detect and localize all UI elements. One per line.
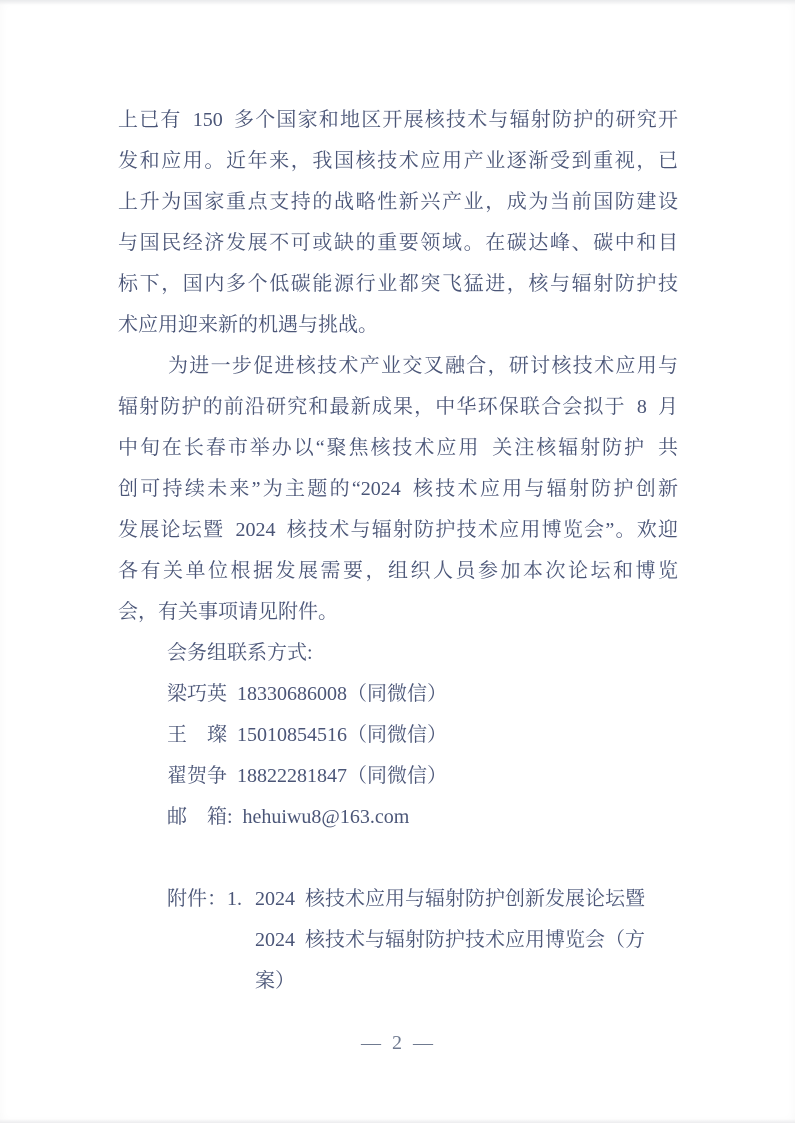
- contact-line-liang: 梁巧英 18330686008（同微信）: [167, 683, 447, 705]
- attachment-line: 案）: [255, 970, 295, 992]
- attachment-line: 2024 核技术应用与辐射防护创新发展论坛暨: [255, 888, 645, 910]
- contact-line-wang: 王 璨 15010854516（同微信）: [167, 724, 447, 746]
- document-body: [118, 100, 678, 1002]
- paragraph2-line: 为进一步促进核技术产业交叉融合，研讨核技术应用与: [168, 355, 678, 377]
- contact-line-zhai: 翟贺争 18822281847（同微信）: [167, 765, 447, 787]
- attachment-section: [118, 879, 678, 1002]
- attachment-label: 附件：1.: [167, 888, 242, 910]
- paragraph2-line: 各有关单位根据发展需要，组织人员参加本次论坛和博览: [118, 560, 678, 582]
- paragraph1-line: 发和应用。近年来，我国核技术应用产业逐渐受到重视，已: [118, 150, 678, 172]
- paragraph1-line: 与国民经济发展不可或缺的重要领域。在碳达峰、碳中和目: [118, 232, 678, 254]
- scan-edge-top: [0, 0, 795, 5]
- contact-heading: 会务组联系方式:: [167, 642, 313, 664]
- contact-line-email: 邮 箱: hehuiwu8@163.com: [167, 806, 410, 828]
- paragraph2-line: 发展论坛暨 2024 核技术与辐射防护技术应用博览会”。欢迎: [118, 519, 678, 541]
- paragraph2-line: 辐射防护的前沿研究和最新成果，中华环保联合会拟于 8 月: [118, 396, 678, 418]
- paragraph1-line: 上升为国家重点支持的战略性新兴产业，成为当前国防建设: [118, 191, 678, 213]
- paragraph2-last-line: 会，有关事项请见附件。: [118, 601, 338, 623]
- paragraph1-line: 标下，国内多个低碳能源行业都突飞猛进，核与辐射防护技: [118, 273, 678, 295]
- scan-edge-bottom: [0, 1119, 795, 1123]
- attachment-line: 2024 核技术与辐射防护技术应用博览会（方: [255, 929, 645, 951]
- paragraph1-line: 上已有 150 多个国家和地区开展核技术与辐射防护的研究开: [118, 109, 678, 131]
- paragraph2-line: 中旬在长春市举办以“聚焦核技术应用 关注核辐射防护 共: [118, 437, 678, 459]
- paragraph1-last-line: 术应用迎来新的机遇与挑战。: [118, 314, 378, 336]
- page-number: — 2 —: [361, 1032, 434, 1054]
- paragraph2-line: 创可持续未来”为主题的“2024 核技术应用与辐射防护创新: [118, 478, 678, 500]
